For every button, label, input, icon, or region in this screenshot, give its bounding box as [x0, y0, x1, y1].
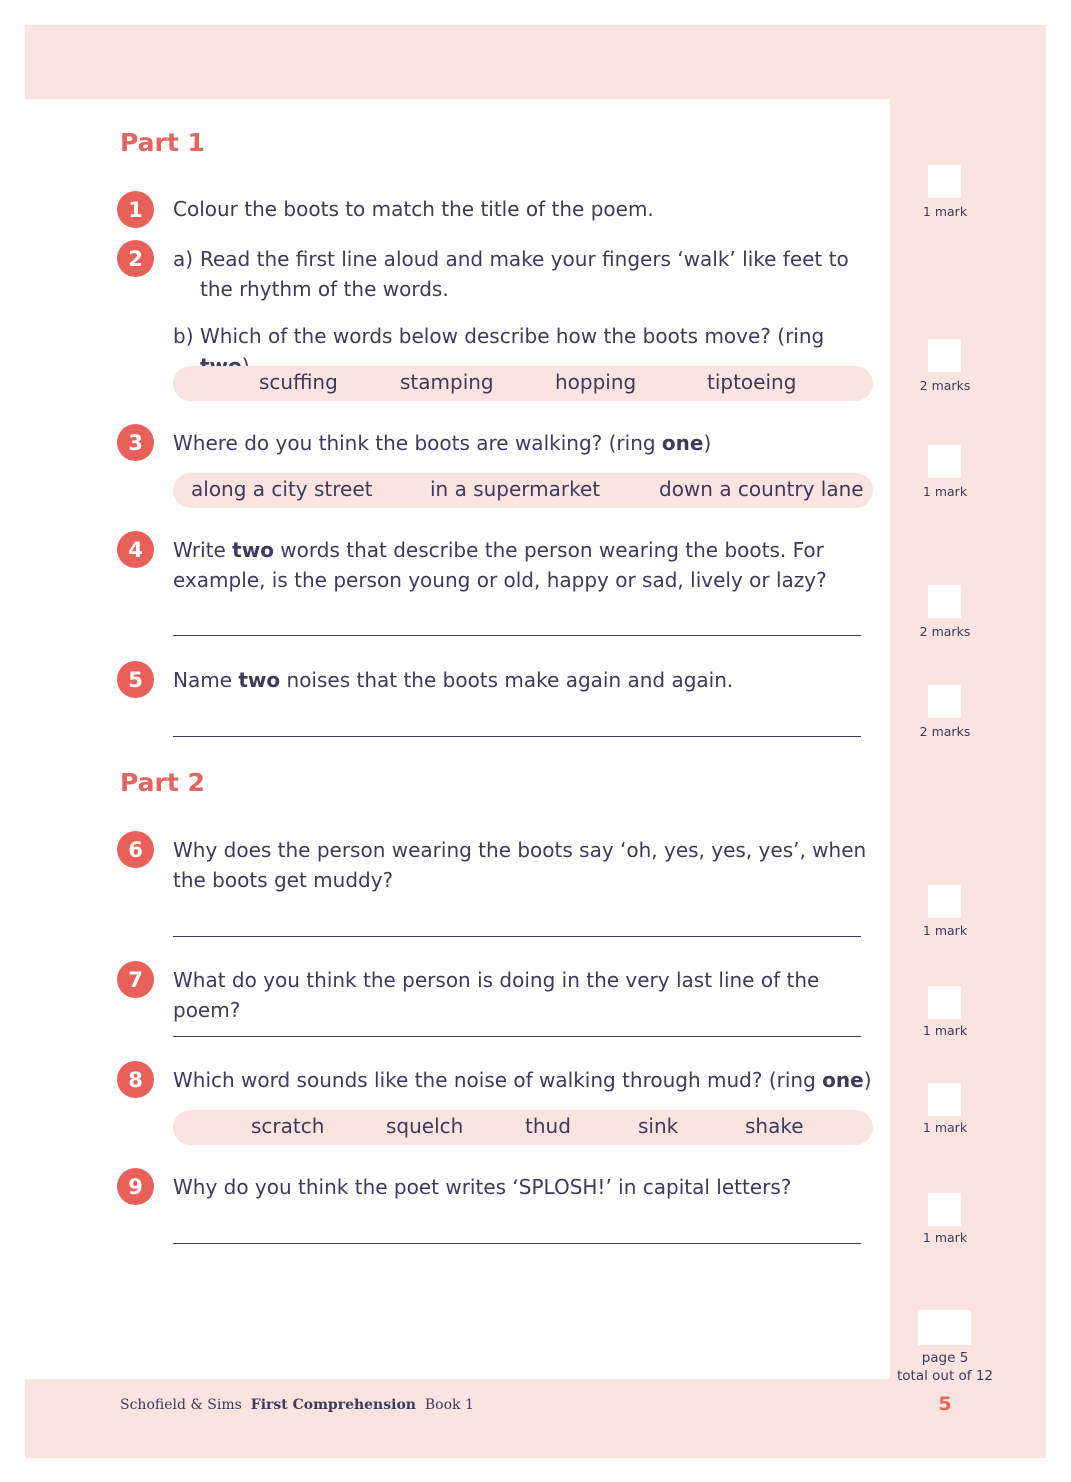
option-squelch[interactable]: squelch [386, 1114, 464, 1138]
mark-box-3[interactable] [928, 445, 961, 478]
question-number-5: 5 [117, 661, 154, 698]
question-5-text: Name two noises that the boots make again and again. [173, 668, 734, 692]
question-number-2: 2 [117, 240, 154, 277]
option-shake[interactable]: shake [745, 1114, 804, 1138]
question-number-7: 7 [117, 961, 154, 998]
question-2-options [173, 366, 873, 401]
footer-credit [120, 1397, 474, 1413]
question-2a-text: Read the first line aloud and make your fingers ‘walk’ like feet to the rhythm of the words. [200, 247, 849, 301]
question-2a-label: a) [173, 247, 194, 271]
mark-box-7[interactable] [928, 986, 961, 1019]
mark-label-9: 1 mark [922, 1230, 968, 1245]
footer-series: First Comprehension [250, 1397, 416, 1413]
mark-label-7: 1 mark [922, 1023, 968, 1038]
question-number-1: 1 [117, 191, 154, 228]
page-number: 5 [938, 1393, 952, 1415]
option-hopping[interactable]: hopping [555, 370, 637, 394]
mark-label-2: 2 marks [919, 378, 971, 393]
question-8-text: Which word sounds like the noise of walking through mud? (ring one) [173, 1068, 872, 1092]
question-1-text: Colour the boots to match the title of the poem. [173, 197, 654, 221]
mark-box-5[interactable] [928, 685, 961, 718]
part-2-title: Part 2 [120, 768, 205, 797]
answer-line-6[interactable] [173, 936, 861, 937]
mark-box-9[interactable] [928, 1193, 961, 1226]
answer-line-4[interactable] [173, 635, 861, 636]
option-stamping[interactable]: stamping [400, 370, 494, 394]
option-scuffing[interactable]: scuffing [259, 370, 338, 394]
question-9-text: Why do you think the poet writes ‘SPLOSH!’ in capital letters? [173, 1175, 792, 1199]
question-7-text: What do you think the person is doing in the very last line of the poem? [173, 968, 820, 1022]
total-mark-box[interactable] [918, 1310, 971, 1345]
footer-publisher: Schofield & Sims [120, 1397, 242, 1413]
question-2a [173, 244, 873, 304]
answer-line-9[interactable] [173, 1243, 861, 1244]
question-number-3: 3 [117, 424, 154, 461]
option-tiptoeing[interactable]: tiptoeing [707, 370, 797, 394]
total-label-out-of: total out of 12 [896, 1368, 994, 1384]
footer-book: Book 1 [424, 1397, 474, 1413]
option-sink[interactable]: sink [638, 1114, 679, 1138]
total-label-page: page 5 [921, 1350, 969, 1366]
question-4-text: Write two words that describe the person wearing the boots. For example, is the person young or old, happy or sad, lively or lazy? [173, 538, 827, 592]
mark-label-6: 1 mark [922, 923, 968, 938]
mark-box-2[interactable] [928, 339, 961, 372]
answer-line-7[interactable] [173, 1036, 861, 1037]
mark-label-4: 2 marks [919, 624, 971, 639]
mark-label-1: 1 mark [922, 204, 968, 219]
mark-box-6[interactable] [928, 885, 961, 918]
option-supermarket[interactable]: in a supermarket [430, 477, 601, 501]
mark-box-8[interactable] [928, 1083, 961, 1116]
question-6-text: Why does the person wearing the boots say ‘oh, yes, yes, yes’, when the boots get muddy? [173, 838, 867, 892]
question-number-8: 8 [117, 1061, 154, 1098]
option-scratch[interactable]: scratch [251, 1114, 325, 1138]
mark-box-4[interactable] [928, 585, 961, 618]
question-2b-label: b) [173, 324, 194, 348]
option-thud[interactable]: thud [525, 1114, 571, 1138]
question-8-options [173, 1110, 873, 1145]
part-1-title: Part 1 [120, 128, 205, 157]
option-country-lane[interactable]: down a country lane [659, 477, 864, 501]
option-city-street[interactable]: along a city street [191, 477, 373, 501]
question-3-text: Where do you think the boots are walking? (ring one) [173, 431, 712, 455]
mark-label-8: 1 mark [922, 1120, 968, 1135]
question-number-9: 9 [117, 1168, 154, 1205]
mark-label-3: 1 mark [922, 484, 968, 499]
question-2b-text: Which of the words below describe how the boots move? (ring [200, 324, 825, 348]
answer-line-5[interactable] [173, 736, 861, 737]
question-number-6: 6 [117, 831, 154, 868]
question-3-options [173, 473, 873, 508]
question-number-4: 4 [117, 531, 154, 568]
mark-box-1[interactable] [928, 165, 961, 198]
mark-label-5: 2 marks [919, 724, 971, 739]
